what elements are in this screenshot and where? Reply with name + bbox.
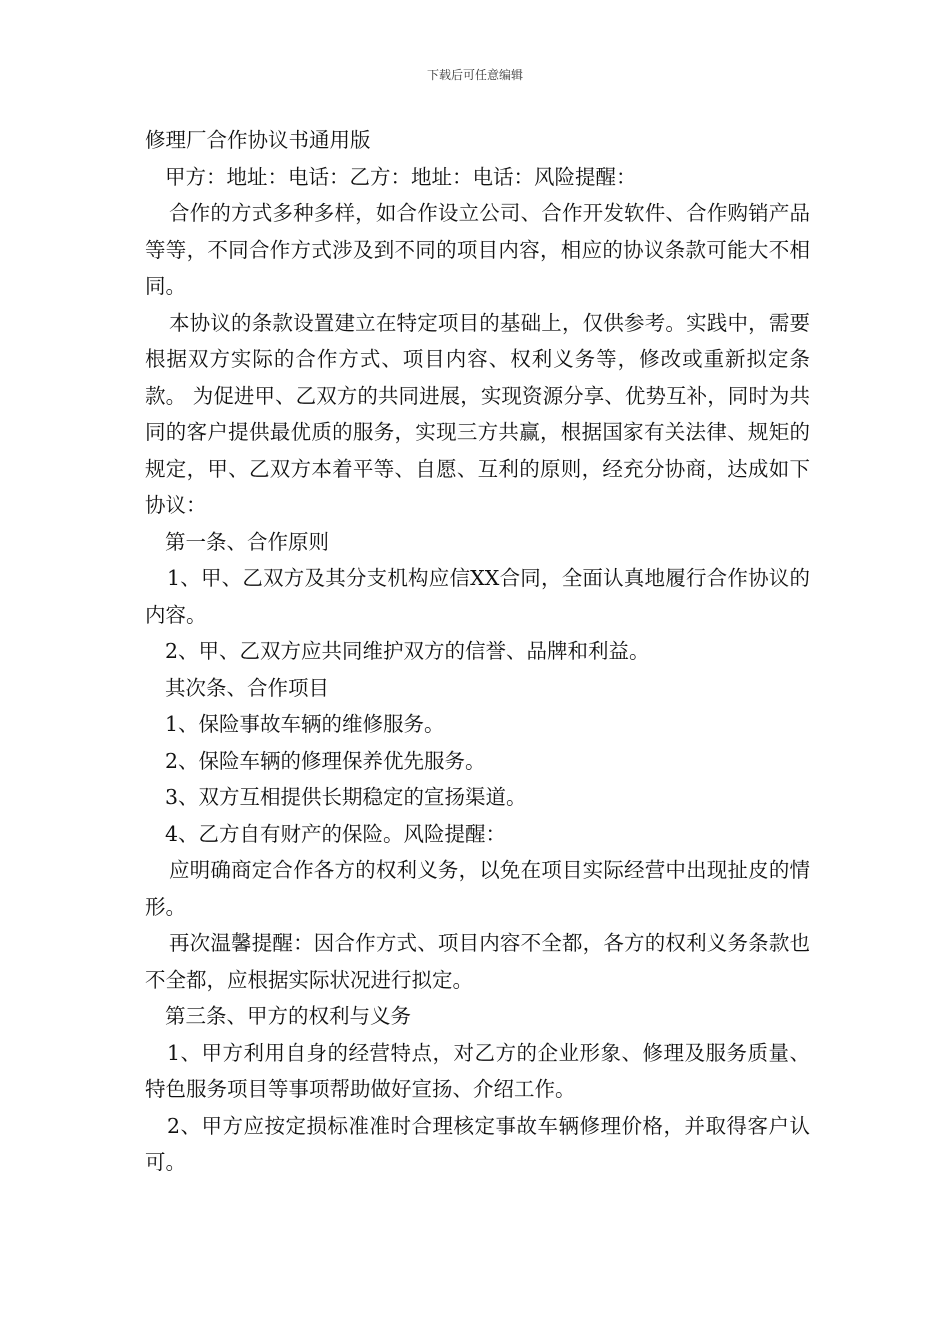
article-2-heading: 其次条、合作项目 [165, 675, 329, 700]
article-1-item-1: 1、甲、乙双方及其分支机构应信XX合同，全面认真地履行合作协议的内容。 [145, 566, 810, 627]
paragraph-risk-note: 合作的方式多种多样，如合作设立公司、合作开发软件、合作购销产品等等，不同合作方式涉及到不同的项目内容，相应的协议条款可能大不相同。 [145, 201, 810, 298]
paragraph-preamble: 本协议的条款设置建立在特定项目的基础上，仅供参考。实践中，需要根据双方实际的合作方式、项目内容、权利义务等，修改或重新拟定条款。 为促进甲、乙双方的共同进展，实现资源分享、优势互补，同时为共同的客户提供最优质的服务，实现三方共赢，根据国家有关法律、规矩的规定，甲、乙双方本着平等、自愿、互利的原则，经充分协商，达成如下协议： [145, 310, 810, 517]
paragraph-reminder: 再次温馨提醒：因合作方式、项目内容不全都，各方的权利义务条款也不全都，应根据实际状况进行拟定。 [145, 931, 810, 992]
article-2-item-2: 2、保险车辆的修理保养优先服务。 [165, 748, 486, 773]
article-3-item-1: 1、甲方利用自身的经营特点，对乙方的企业形象、修理及服务质量、特色服务项目等事项帮助做好宣扬、介绍工作。 [145, 1040, 810, 1101]
document-body [145, 122, 810, 1181]
article-3-item-2: 2、甲方应按定损标准准时合理核定事故车辆修理价格，并取得客户认可。 [145, 1113, 810, 1174]
article-2-item-4: 4、乙方自有财产的保险。风险提醒： [165, 821, 507, 846]
document-title: 修理厂合作协议书通用版 [145, 128, 371, 152]
paragraph-parties: 甲方：地址：电话：乙方：地址：电话：风险提醒： [165, 164, 637, 189]
paragraph-rights-note: 应明确商定合作各方的权利义务，以免在项目实际经营中出现扯皮的情形。 [145, 858, 810, 919]
article-1-heading: 第一条、合作原则 [165, 529, 329, 554]
header-note: 下载后可任意编辑 [426, 68, 523, 82]
article-2-item-1: 1、保险事故车辆的维修服务。 [165, 712, 445, 736]
article-2-item-3: 3、双方互相提供长期稳定的宣扬渠道。 [165, 785, 527, 809]
article-3-heading: 第三条、甲方的权利与义务 [165, 1004, 411, 1028]
article-1-item-2: 2、甲、乙双方应共同维护双方的信誉、品牌和利益。 [165, 639, 650, 663]
